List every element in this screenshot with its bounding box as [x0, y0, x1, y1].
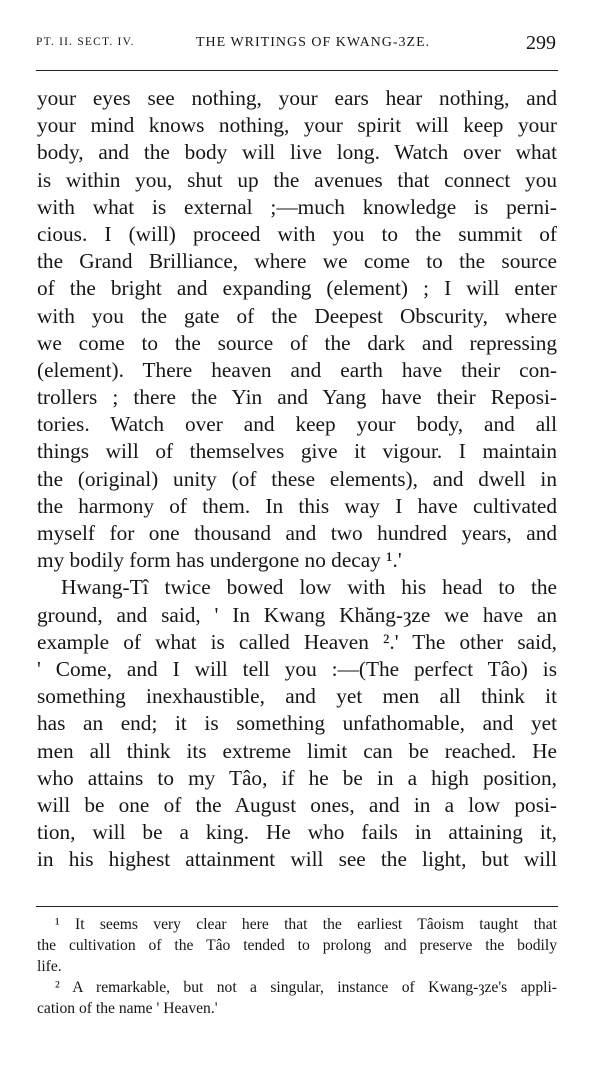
text-line: something inexhaustible, and yet men all think it	[37, 684, 557, 709]
footnotes	[37, 914, 557, 1019]
text-line: my bodily form has undergone no decay ¹.'	[37, 548, 402, 573]
text-line: is within you, shut up the avenues that connect you	[37, 167, 557, 192]
text-line: (element). There heaven and earth have their con-	[37, 357, 557, 382]
text-line: who attains to my Tâo, if he be in a high position,	[37, 765, 557, 790]
footnote-rule	[36, 906, 558, 907]
footnote-line: cation of the name ' Heaven.'	[37, 1000, 218, 1017]
text-line: tion, will be a king. He who fails in attaining it,	[37, 820, 557, 845]
text-line: the harmony of them. In this way I have cultivated	[37, 493, 557, 518]
text-line: tories. Watch over and keep your body, and all	[37, 412, 557, 437]
text-line: has an end; it is something unfathomable, and yet	[37, 711, 557, 736]
page-number: 299	[526, 32, 556, 54]
text-line: the Grand Brilliance, where we come to the source	[37, 249, 557, 274]
text-line: things will of themselves give it vigour. I maintain	[37, 439, 557, 464]
text-line: ' Come, and I will tell you :—(The perfect Tâo) is	[37, 656, 557, 681]
header-rule	[36, 70, 558, 71]
text-line: cious. I (will) proceed with you to the summit of	[37, 221, 557, 246]
running-header	[36, 32, 558, 56]
text-line: will be one of the August ones, and in a low posi-	[37, 792, 557, 817]
text-line: in his highest attainment will see the light, but will	[37, 847, 557, 872]
footnote-line: life.	[37, 958, 62, 975]
footnote-line: the cultivation of the Tâo tended to prolong and preserve the bodily	[37, 937, 557, 954]
text-line: trollers ; there the Yin and Yang have their Reposi-	[37, 385, 557, 410]
footnote-line: ¹ It seems very clear here that the earliest Tâoism taught that	[55, 916, 557, 933]
body-text	[37, 85, 557, 873]
text-line: your eyes see nothing, your ears hear nothing, and	[37, 86, 557, 110]
text-line: ground, and said, ' In Kwang Khăng-ȝze we have an	[37, 602, 557, 627]
text-line: your mind knows nothing, your spirit will keep your	[37, 113, 557, 138]
text-line: we come to the source of the dark and repressing	[37, 330, 557, 355]
text-line: Hwang-Tî twice bowed low with his head to the	[61, 575, 557, 600]
text-line: men all think its extreme limit can be reached. He	[37, 738, 557, 763]
footnote-line: ² A remarkable, but not a singular, instance of Kwang-ȝze's appli-	[55, 979, 557, 996]
text-line: of the bright and expanding (element) ; I will enter	[37, 276, 557, 301]
text-line: body, and the body will live long. Watch over what	[37, 140, 557, 165]
running-title: THE WRITINGS OF KWANG-3ZE.	[196, 35, 431, 50]
section-label: PT. II. SECT. IV.	[36, 36, 135, 48]
text-line: with you the gate of the Deepest Obscurity, where	[37, 303, 557, 328]
text-line: with what is external ;—much knowledge is perni-	[37, 194, 557, 219]
text-line: example of what is called Heaven ².' The other said,	[37, 629, 557, 654]
text-line: the (original) unity (of these elements), and dwell in	[37, 466, 557, 491]
text-line: myself for one thousand and two hundred years, and	[37, 521, 557, 545]
